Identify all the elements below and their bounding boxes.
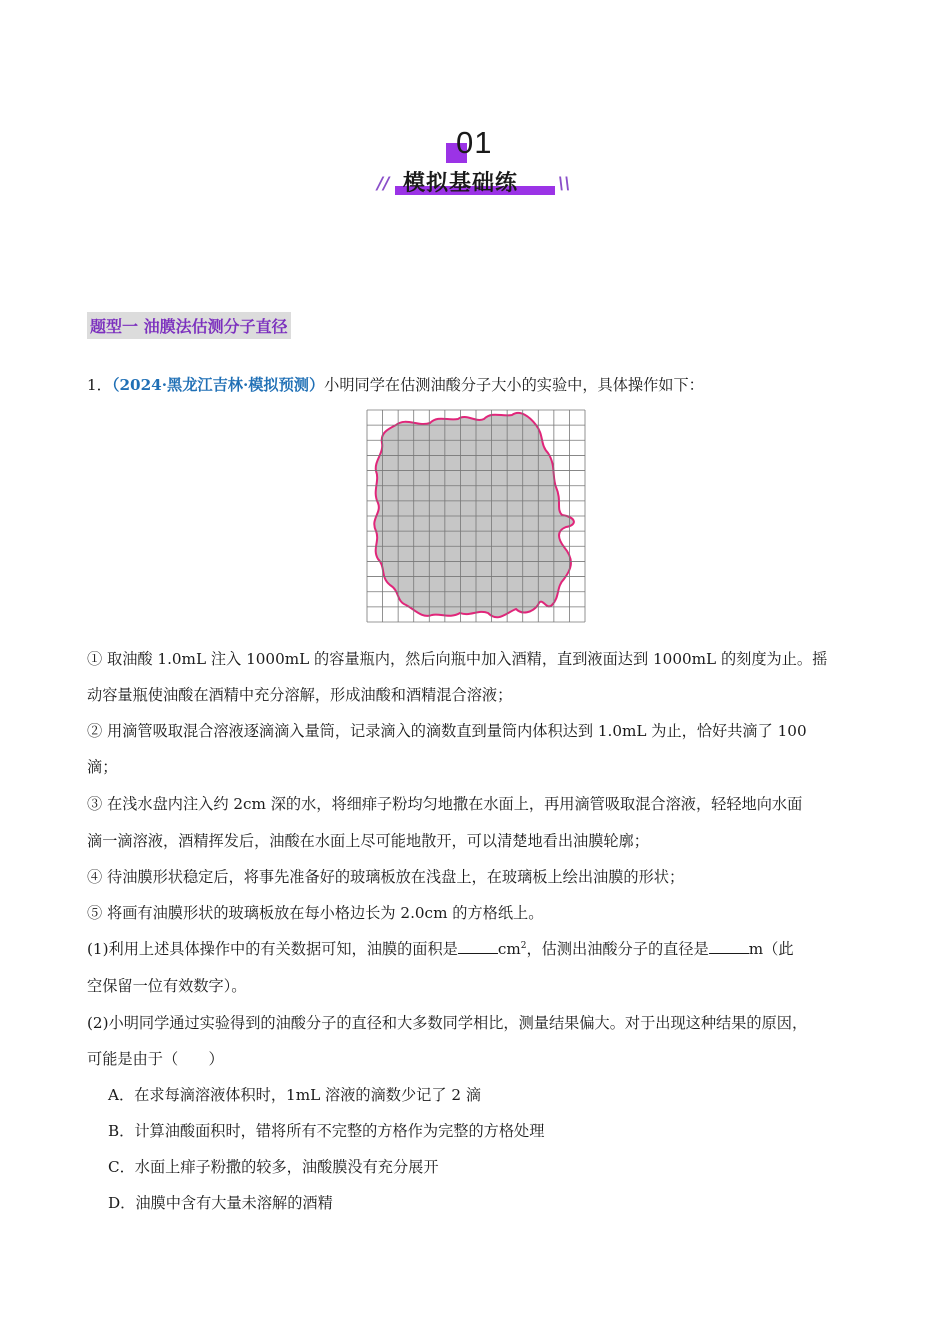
part1-text-a: (1)利用上述具体操作中的有关数据可知，油膜的面积是 — [87, 940, 458, 958]
question-number: 1． — [87, 376, 112, 394]
part2-line-2: 可能是由于（ ） — [87, 1050, 224, 1068]
header-title-block — [375, 162, 575, 202]
part1-unit-exponent: 2 — [520, 940, 527, 951]
question-source: （2024·黑龙江吉林·模拟预测） — [111, 376, 325, 394]
option-d[interactable]: D．油膜中含有大量未溶解的酒精 — [108, 1194, 333, 1212]
oil-film-grid-figure — [366, 409, 586, 627]
oil-film-shape — [374, 413, 574, 617]
step-line-4: 滴； — [87, 758, 118, 776]
option-b[interactable]: B．计算油酸面积时，错将所有不完整的方格作为完整的方格处理 — [108, 1122, 545, 1140]
answer-blank-area[interactable] — [458, 939, 498, 954]
header-number-block — [446, 125, 506, 165]
step-line-7: ④ 待油膜形状稳定后，将事先准备好的玻璃板放在浅盘上，在玻璃板上绘出油膜的形状； — [87, 868, 685, 886]
slash-decoration-right: \\ — [558, 174, 571, 194]
part1-text-b: ，估测出油酸分子的直径是 — [526, 940, 709, 958]
part1-unit: cm — [497, 940, 521, 958]
step-line-3: ② 用滴管吸取混合溶液逐滴滴入量筒，记录滴入的滴数直到量筒内体积达到 1.0mL 为止，恰好共滴了 100 — [87, 722, 807, 740]
step-line-5: ③ 在浅水盘内注入约 2cm 深的水，将细痱子粉均匀地撒在水面上，再用滴管吸取混合溶液，轻轻地向水面 — [87, 795, 803, 813]
question-stem: 小明同学在估测油酸分子大小的实验中，具体操作如下： — [324, 376, 704, 394]
answer-blank-diameter[interactable] — [709, 939, 749, 954]
oil-film-diagram — [366, 409, 586, 623]
slash-decoration-left: // — [377, 174, 390, 194]
header-number: 01 — [456, 125, 493, 160]
step-line-8: ⑤ 将画有油膜形状的玻璃板放在每小格边长为 2.0cm 的方格纸上。 — [87, 904, 544, 922]
step-line-2: 动容量瓶使油酸在酒精中充分溶解，形成油酸和酒精混合溶液； — [87, 686, 513, 704]
part1-line — [87, 938, 794, 959]
step-line-6: 滴一滴溶液，酒精挥发后，油酸在水面上尽可能地散开，可以清楚地看出油膜轮廓； — [87, 832, 649, 850]
section-title: 题型一 油膜法估测分子直径 — [87, 312, 291, 339]
step-line-1: ① 取油酸 1.0mL 注入 1000mL 的容量瓶内，然后向瓶中加入酒精，直到液面达到 1000mL 的刻度为止。摇 — [87, 650, 828, 668]
section-header — [0, 120, 950, 210]
part2-line-1: (2)小明同学通过实验得到的油酸分子的直径和大多数同学相比，测量结果偏大。对于出现这种结果的原因， — [87, 1014, 808, 1032]
question-stem-line — [87, 374, 704, 395]
option-c[interactable]: C．水面上痱子粉撒的较多，油酸膜没有充分展开 — [108, 1158, 439, 1176]
header-title: 模拟基础练 — [403, 171, 519, 196]
option-a[interactable]: A．在求每滴溶液体积时，1mL 溶液的滴数少记了 2 滴 — [108, 1086, 482, 1104]
part1-line-2: 空保留一位有效数字）。 — [87, 977, 247, 995]
part1-text-c: m（此 — [748, 940, 794, 958]
